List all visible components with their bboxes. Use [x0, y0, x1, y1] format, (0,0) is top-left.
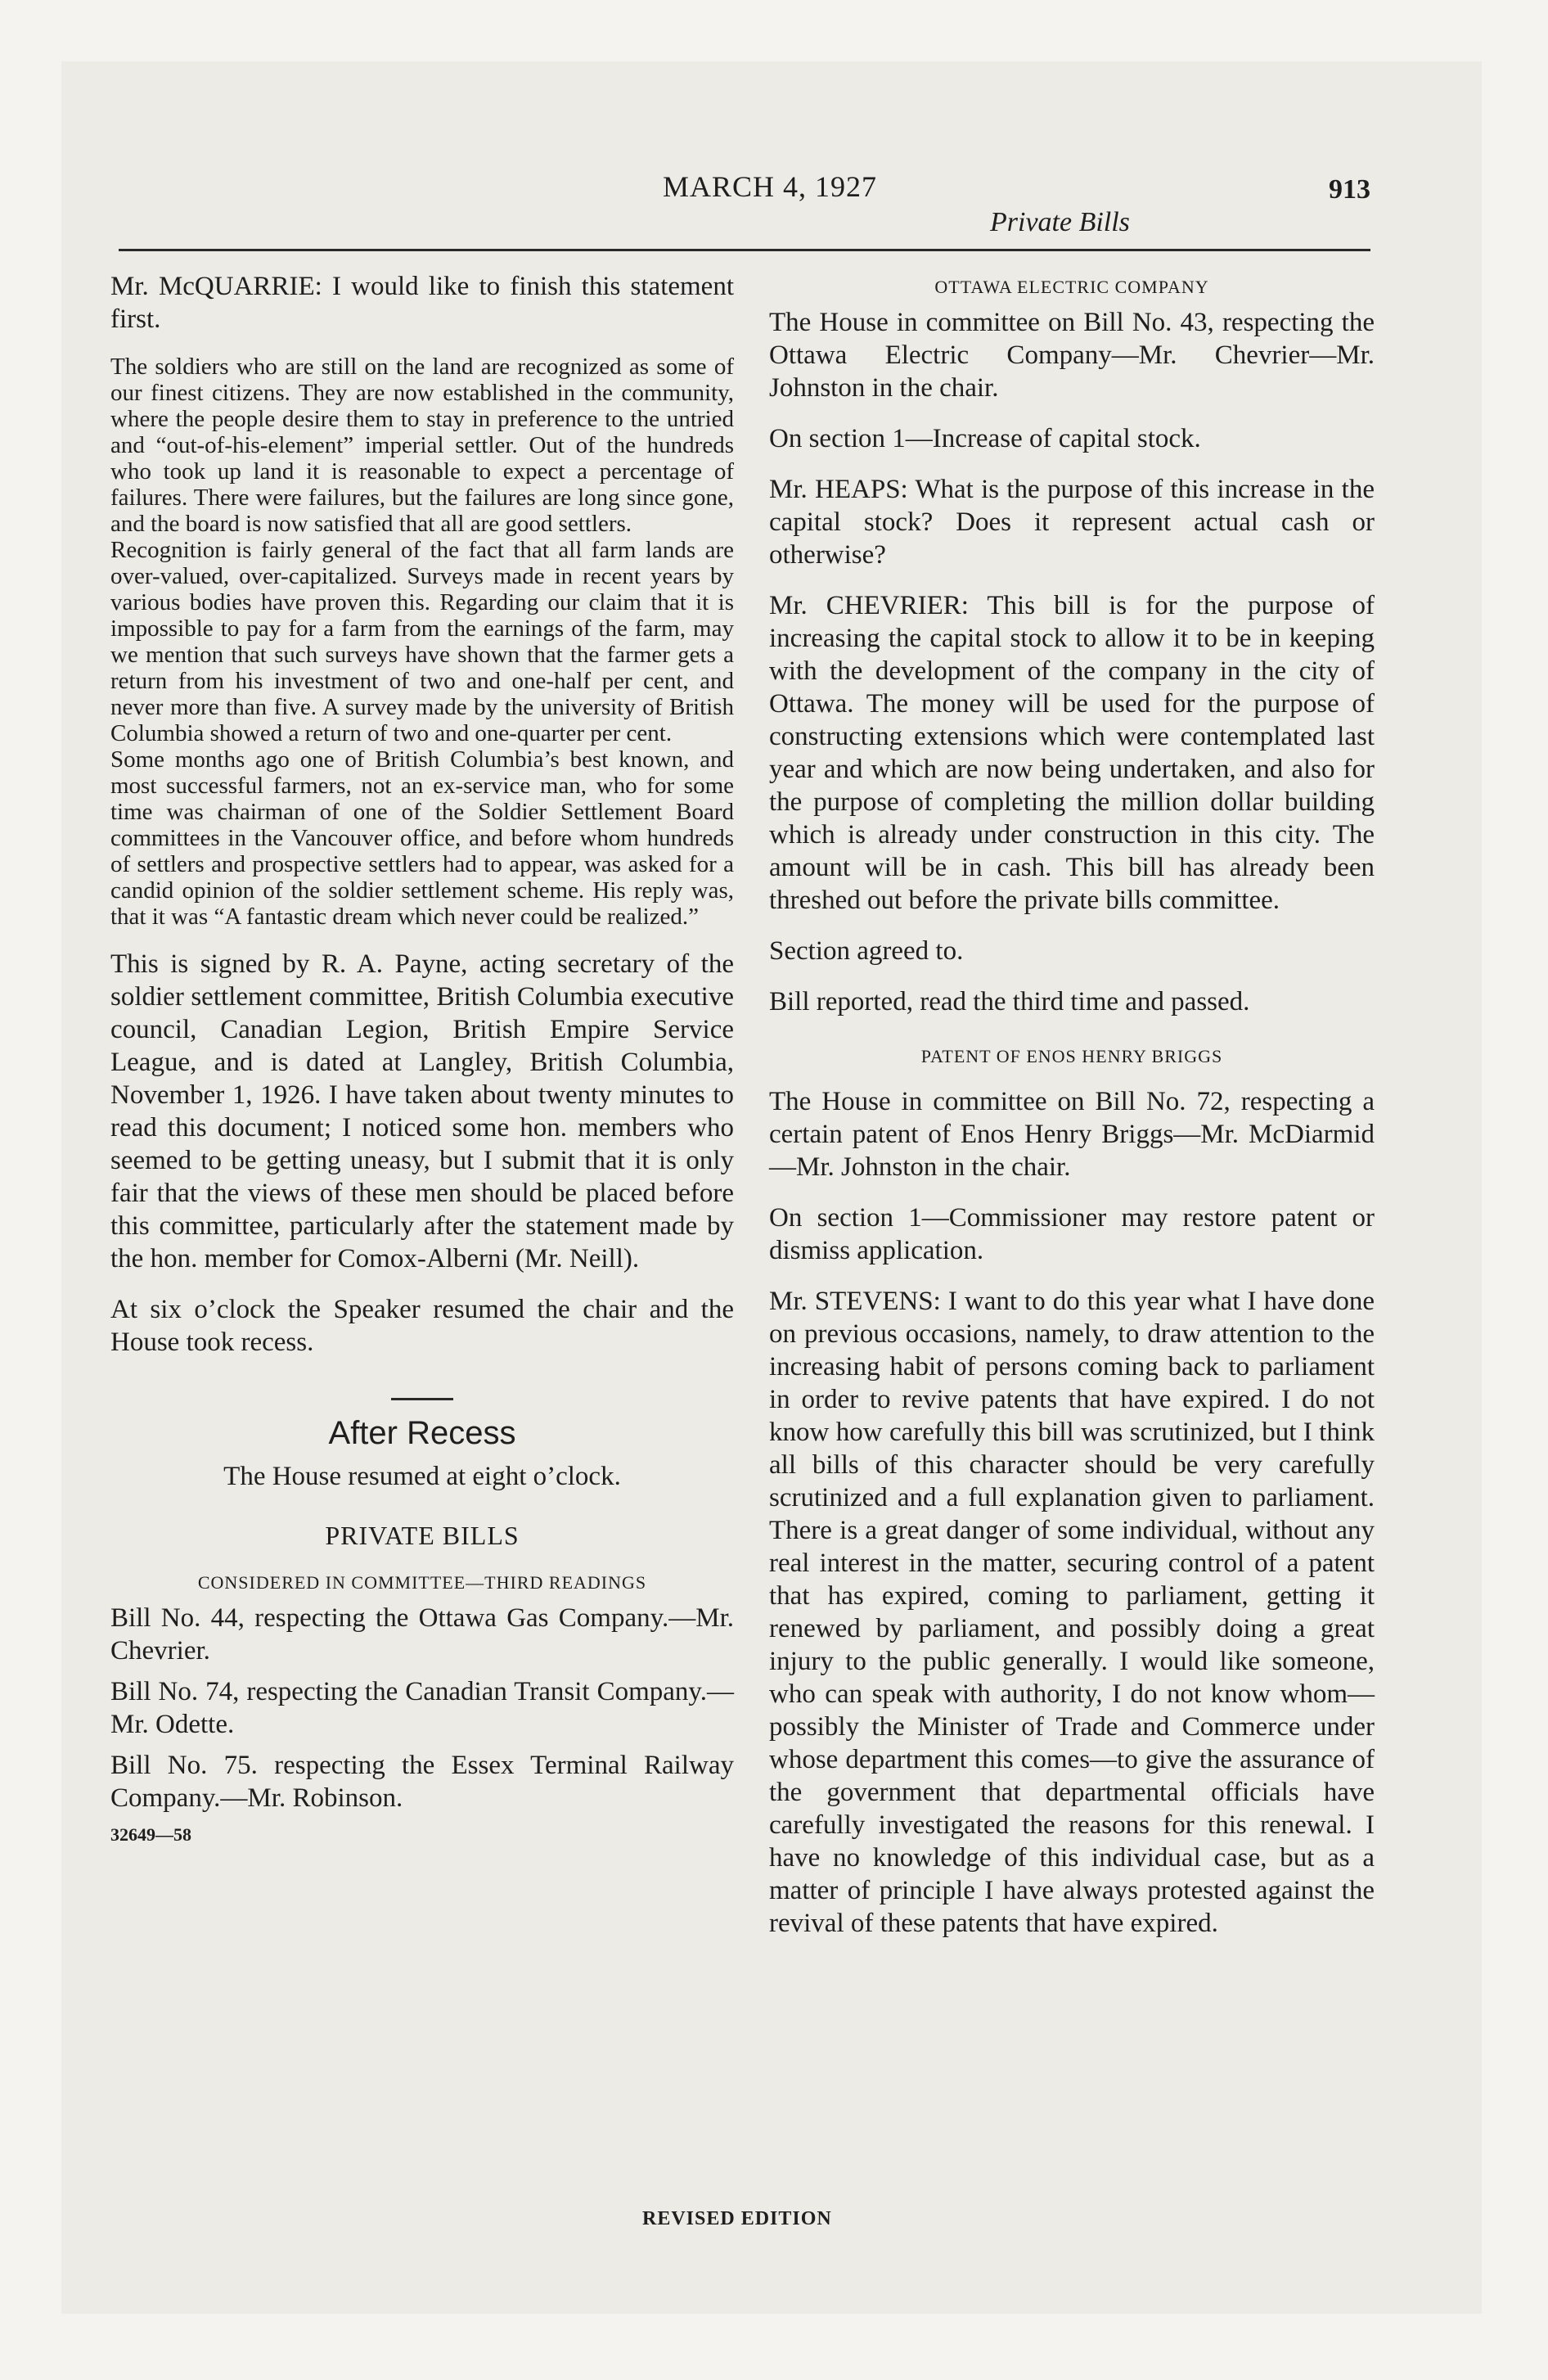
quoted-paragraph-3: Some months ago one of British Columbia’s best known, and most successful farmers, not an ex-service man, who for some time was chairman of one of the Soldier Settlement Board committees in the Vancouver office, and before whom hundreds of settlers and prospective settlers had to appear, was asked for a candid opinion of the soldier settlement scheme. His reply was, that it was “A fantastic dream which never could be realized.” [110, 746, 734, 930]
speech-stevens: Mr. STEVENS: I want to do this year what I have done on previous occasions, namely, to draw attention to the increasing habit of persons coming back to parliament in order to revive patents that have expired. I do not know how carefully this bill was scrutinized, but I think all bills of this character should be very carefully scrutinized and a full explanation given to parliament. There is a great danger of some individual, without any real interest in the matter, securing control of a patent that has expired, coming to parliament, getting it renewed by parliament, and possibly doing a great injury to the public generally. I would like someone, who can speak with authority, I do not know whom—possibly the Minister of Trade and Commerce under whose department this comes—to give the assurance of the government that departmental officials have carefully investigated the reasons for this renewal. I have no knowledge of this individual case, but as a matter of principle I have always protested against the revival of these patents that have expired. [769, 1287, 1375, 1938]
header-date: MARCH 4, 1927 [663, 170, 878, 203]
bill-44-entry: Bill No. 44, respecting the Ottawa Gas Company.—Mr. Chevrier. [110, 1603, 734, 1666]
print-code: 32649—58 [110, 1824, 191, 1845]
private-bills-heading: PRIVATE BILLS [325, 1521, 520, 1550]
section-agreed: Section agreed to. [769, 936, 964, 966]
quoted-paragraph-2: Recognition is fairly general of the fact that all farm lands are over-valued, over-capitalized. Surveys made in recent years by various bodies have proven this. Regarding our claim that it is impossible to pay for a farm from the earnings of the farm, may we mention that such surveys have shown that the farmer gets a return from his investment of two and one-half per cent, and never more than five. A survey made by the university of British Columbia showed a return of two and one-quarter per cent. [110, 537, 734, 746]
recess-notice: At six o’clock the Speaker resumed the chair and the House took recess. [110, 1295, 734, 1357]
bill-reported: Bill reported, read the third time and passed. [769, 987, 1250, 1016]
speech-mcquarrie: Mr. McQUARRIE: I would like to finish this statement first. [110, 272, 734, 334]
speech-heaps: Mr. HEAPS: What is the purpose of this increase in the capital stock? Does it represent actual cash or otherwise? [769, 475, 1375, 570]
bill-43-committee: The House in committee on Bill No. 43, respecting the Ottawa Electric Company—Mr. Chevrier—Mr. Johnston in the chair. [769, 308, 1375, 403]
ottawa-electric-heading: OTTAWA ELECTRIC COMPANY [934, 277, 1209, 297]
speech-paragraph: This is signed by R. A. Payne, acting secretary of the soldier settlement committee, British Columbia executive council, Canadian Legion, British Empire Service League, and is dated at Langley, British Columbia, November 1, 1926. I have taken about twenty minutes to read this document; I noticed some hon. members who seemed to be getting uneasy, but I submit that it is only fair that the views of these men should be placed before this committee, particularly after the statement made by the hon. member for Comox-Alberni (Mr. Neill). [110, 949, 734, 1273]
bill-74-entry: Bill No. 74, respecting the Canadian Transit Company.—Mr. Odette. [110, 1677, 734, 1739]
speech-chevrier: Mr. CHEVRIER: This bill is for the purpose of increasing the capital stock to allow it to be in keeping with the development of the company in the city of Ottawa. The money will be used for the purpose of constructing extensions which were contemplated last year and which are now being undertaken, and also for the purpose of completing the million dollar building which is already under construction in this city. The amount will be in cash. This bill has already been threshed out before the private bills committee. [769, 591, 1375, 915]
page-number: 913 [1329, 174, 1370, 205]
briggs-patent-heading: PATENT OF ENOS HENRY BRIGGS [920, 1046, 1223, 1066]
page-header [119, 160, 1370, 241]
bill-75-entry: Bill No. 75. respecting the Essex Terminal Railway Company.—Mr. Robinson. [110, 1751, 734, 1813]
resumed-notice: The House resumed at eight o’clock. [223, 1462, 621, 1491]
left-column [110, 270, 734, 1846]
section-divider [391, 1398, 453, 1400]
after-recess-heading: After Recess [328, 1415, 516, 1451]
section-1-commissioner: On section 1—Commissioner may restore patent or dismiss application. [769, 1203, 1375, 1265]
quoted-paragraph-1: The soldiers who are still on the land are recognized as some of our finest citizens. They are now established in the community, where the people desire them to stay in preference to the untried and “out-of-his-element” imperial settler. Out of the hundreds who took up land it is reasonable to expect a percentage of failures. There were failures, but the failures are long since gone, and the board is now satisfied that all are good settlers. [110, 354, 734, 537]
right-column [769, 270, 1375, 1940]
third-readings-subheading: CONSIDERED IN COMMITTEE—THIRD READINGS [197, 1572, 647, 1593]
header-section-title: Private Bills [990, 207, 1130, 237]
revised-edition-label: REVISED EDITION [642, 2208, 832, 2229]
section-1-capital-stock: On section 1—Increase of capital stock. [769, 424, 1201, 453]
header-rule [119, 249, 1370, 251]
bill-72-committee: The House in committee on Bill No. 72, respecting a certain patent of Enos Henry Briggs—Mr. McDiarmid—Mr. Johnston in the chair. [769, 1087, 1375, 1182]
